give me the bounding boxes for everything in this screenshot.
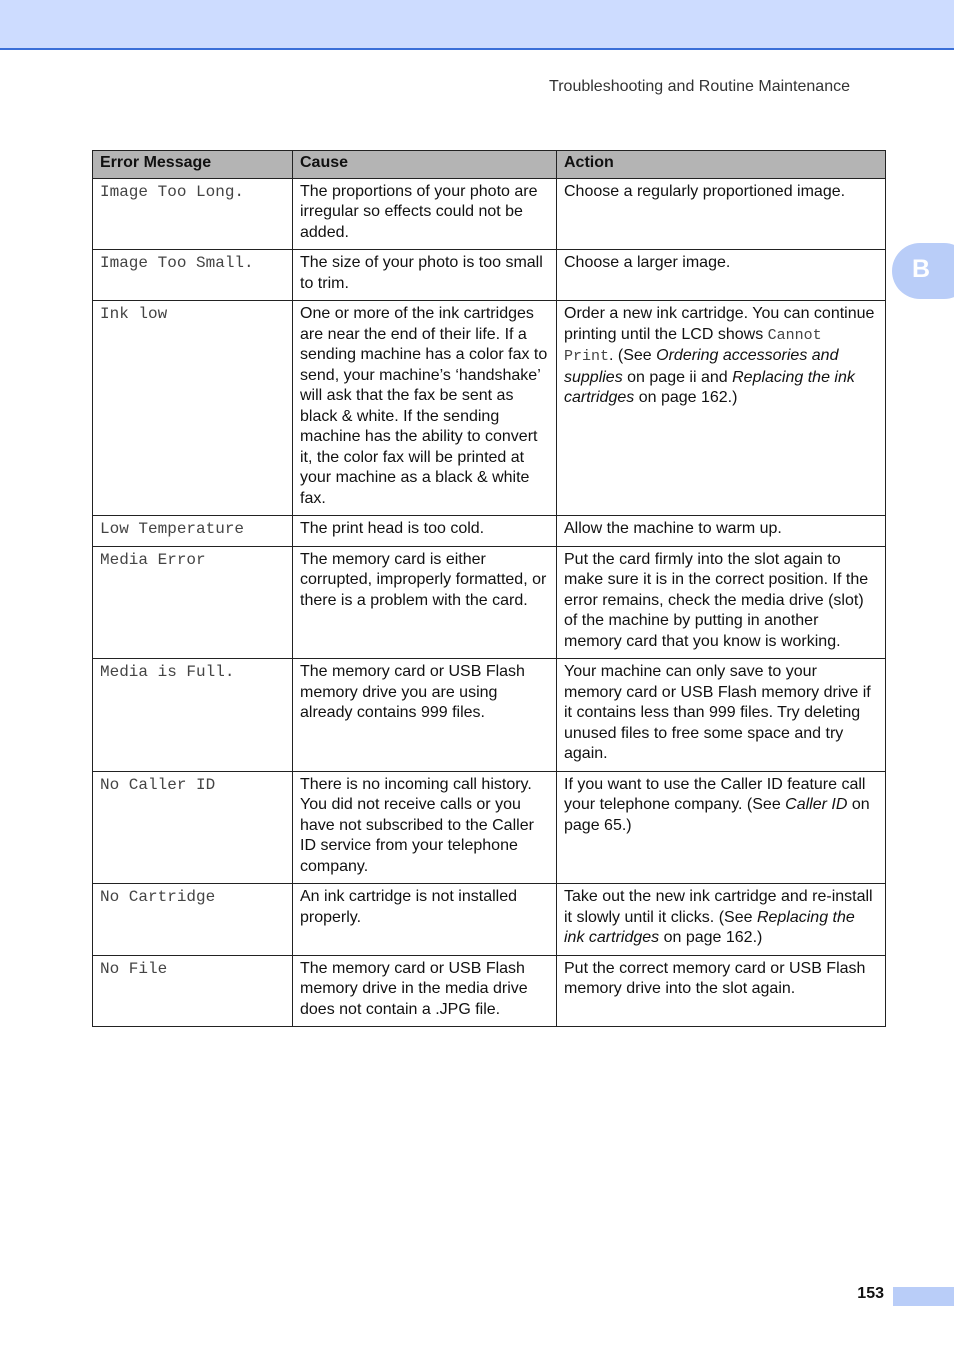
running-title: Troubleshooting and Routine Maintenance [549,78,850,95]
table-row [93,178,886,250]
error-message-cell: No File [93,955,293,1027]
error-message-cell: Ink low [93,301,293,516]
table-row [93,250,886,301]
action-text: . (See [609,347,657,364]
table-row [93,546,886,659]
error-message-cell: Low Temperature [93,516,293,547]
action-cell: Your machine can only save to your memory card or USB Flash memory drive if it contains less than 999 files. Try deleting unused files to free some space and try again. [557,659,886,772]
cause-cell: There is no incoming call history. You did not receive calls or you have not subscribed to the Caller ID service from your telephone company. [293,771,557,884]
action-cell: Put the correct memory card or USB Flash memory drive into the slot again. [557,955,886,1027]
header-error-message: Error Message [93,151,293,179]
error-message-cell: Image Too Long. [93,178,293,250]
action-cell: Choose a regularly proportioned image. [557,178,886,250]
cause-cell: The print head is too cold. [293,516,557,547]
cross-reference: Replacing the ink cartridges [564,368,855,406]
error-message-cell: No Caller ID [93,771,293,884]
cause-cell: The memory card or USB Flash memory drive in the media drive does not contain a .JPG file. [293,955,557,1027]
table-row [93,659,886,772]
error-message-cell: No Cartridge [93,884,293,956]
cause-cell: An ink cartridge is not installed properly. [293,884,557,956]
cross-reference: Replacing the ink cartridges [564,908,855,946]
action-text: Order a new ink cartridge. You can continue printing until the LCD shows [564,305,875,343]
error-message-cell: Media Error [93,546,293,659]
error-message-table [92,150,886,1027]
lcd-message: Cannot Print [564,326,822,365]
action-text: on page 162.) [634,389,738,406]
table-row [93,771,886,884]
error-message-cell: Image Too Small. [93,250,293,301]
header-action: Action [557,151,886,179]
cause-cell: The memory card is either corrupted, improperly formatted, or there is a problem with the card. [293,546,557,659]
action-text: If you want to use the Caller ID feature call your telephone company. (See [564,775,866,813]
cause-cell: The size of your photo is too small to trim. [293,250,557,301]
chapter-letter: B [912,255,931,283]
action-cell [557,301,886,516]
cross-reference: Caller ID [785,796,848,813]
cause-cell: The memory card or USB Flash memory drive you are using already contains 999 files. [293,659,557,772]
table-row [93,955,886,1027]
action-cell: Choose a larger image. [557,250,886,301]
action-cell [557,884,886,956]
table-row [93,301,886,516]
action-text: on page 65.) [564,796,870,834]
table-header-row [93,151,886,179]
error-message-cell: Media is Full. [93,659,293,772]
action-cell: Allow the machine to warm up. [557,516,886,547]
page-number-bar [893,1287,954,1306]
header-band [0,0,954,50]
action-text: on page ii and [622,368,733,386]
cause-cell: The proportions of your photo are irregular so effects could not be added. [293,178,557,250]
action-text: on page 162.) [659,929,763,946]
chapter-tab [892,243,954,299]
action-text: Take out the new ink cartridge and re-install it slowly until it clicks. (See [564,888,873,926]
cause-cell: One or more of the ink cartridges are near the end of their life. If a sending machine has a color fax to send, your machine’s ‘handshake’ will ask that the fax be sent as black & white. If the sending machine has the ability to convert it, the color fax will be printed at your machine as a black & white fax. [293,301,557,516]
action-cell: Put the card firmly into the slot again to make sure it is in the correct position. If the error remains, check the media drive (slot) of the machine by putting in another memory card that you know is working. [557,546,886,659]
action-cell [557,771,886,884]
page-number: 153 [857,1285,884,1302]
header-cause: Cause [293,151,557,179]
table-row [93,516,886,547]
table-row [93,884,886,956]
cross-reference: Ordering accessories and supplies [564,347,839,386]
